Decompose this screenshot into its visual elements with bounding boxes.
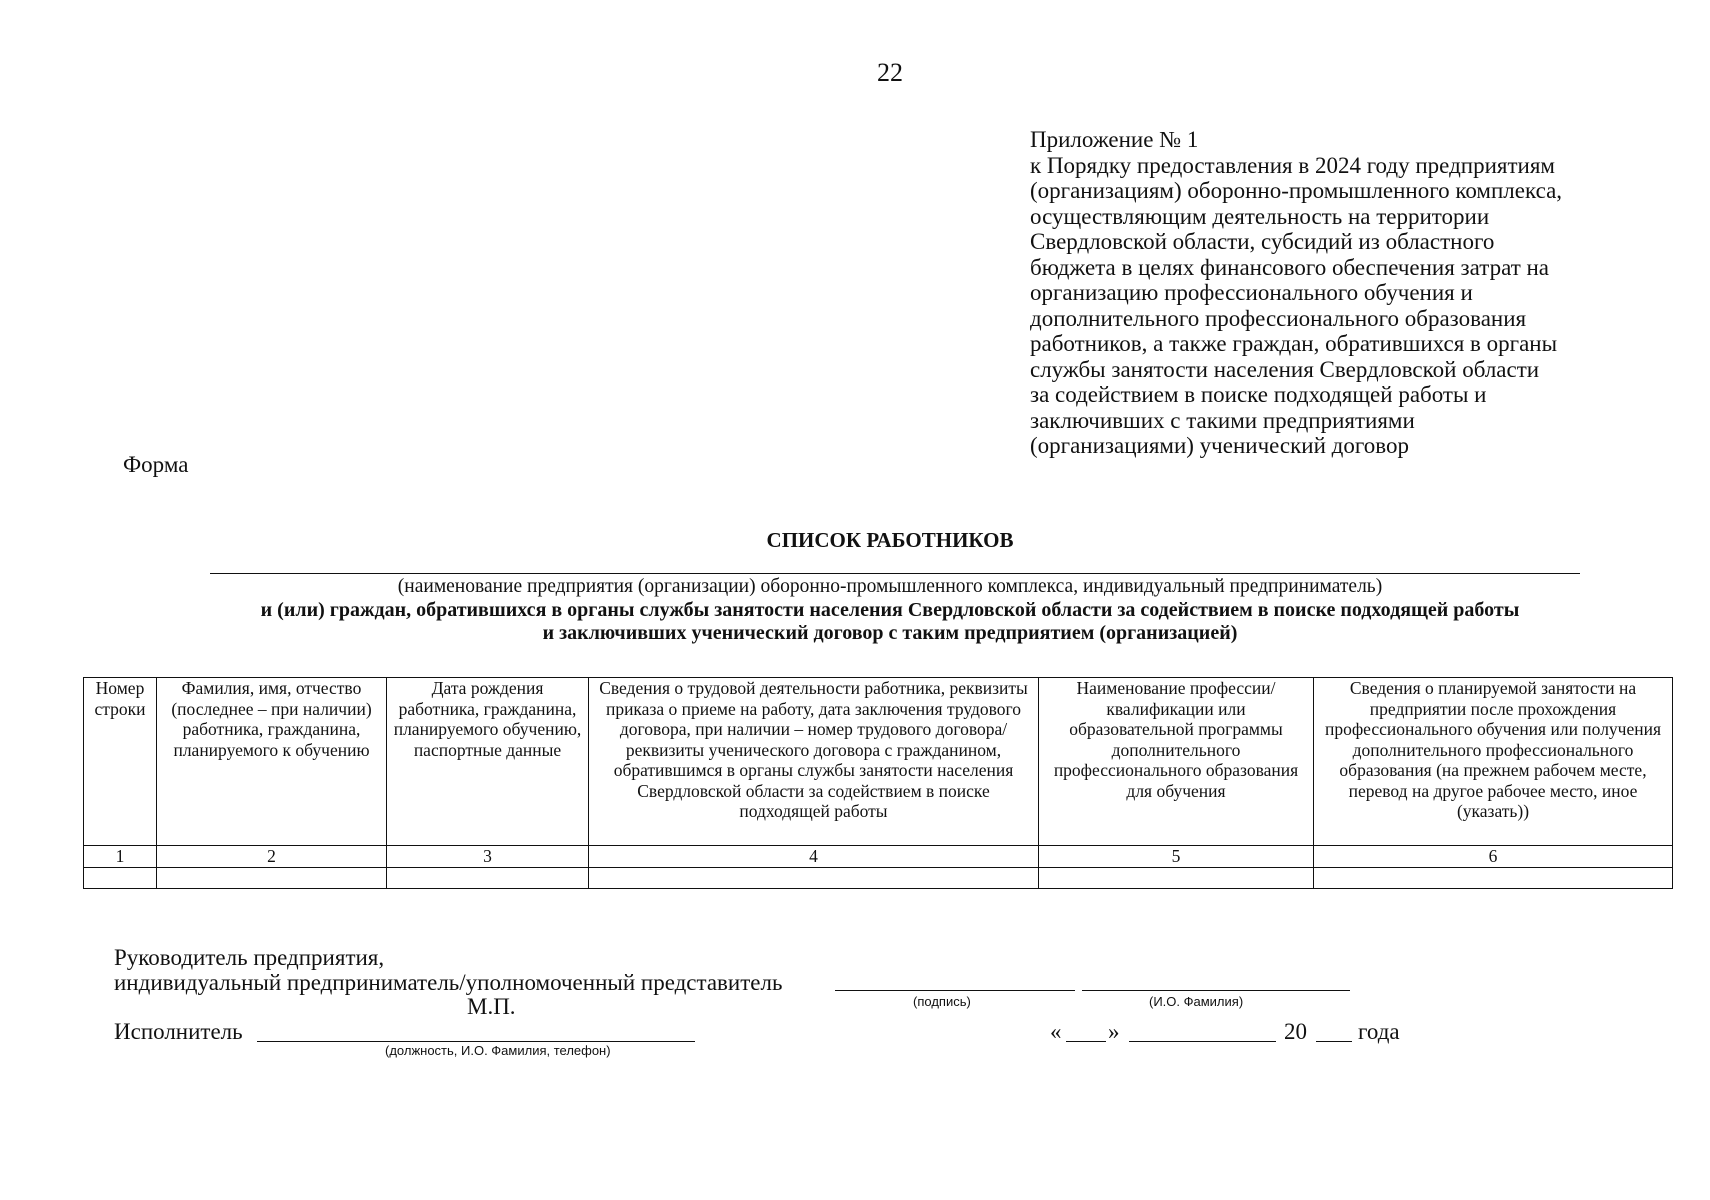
stamp-label: М.П.	[467, 994, 516, 1019]
column-number: 6	[1314, 846, 1673, 868]
header-employment-info: Сведения о трудовой деятельности работника, реквизиты приказа о приеме на работу, дата заключения трудового договора, при наличии – номер трудового договора/реквизиты ученического договора с гражданином, обратившимся в органы службы занятости населения Свердловской области за содействием в поиске подходящей работы	[589, 678, 1039, 846]
header-birth-passport: Дата рождения работника, гражданина, планируемого обучению, паспортные данные	[387, 678, 589, 846]
column-number-row	[84, 846, 1673, 868]
appendix-line: к Порядку предоставления в 2024 году предприятиям	[1030, 152, 1555, 178]
appendix-line: (организациями) ученический договор	[1030, 433, 1409, 458]
table-header-row	[84, 678, 1673, 846]
column-number: 4	[589, 846, 1039, 868]
head-label-line-1: Руководитель предприятия,	[114, 945, 385, 970]
name-line	[1082, 990, 1350, 991]
executor-label: Исполнитель	[114, 1019, 243, 1044]
appendix-line: Приложение № 1	[1030, 127, 1199, 152]
appendix-line: службы занятости населения Свердловской области	[1030, 356, 1540, 382]
subtitle-line-2: и заключивших ученический договор с таким предприятием (организацией)	[542, 622, 1238, 644]
table-cell	[589, 867, 1039, 888]
table-cell	[157, 867, 387, 888]
appendix-line: Свердловской области, субсидий из областного	[1030, 229, 1495, 254]
year-line	[1316, 1041, 1352, 1042]
header-full-name: Фамилия, имя, отчество (последнее – при наличии) работника, гражданина, планируемого к обучению	[157, 678, 387, 846]
executor-caption: (должность, И.О. Фамилия, телефон)	[385, 1043, 611, 1058]
head-label-line-2: индивидуальный предприниматель/уполномоченный представитель	[114, 970, 783, 995]
header-profession-program: Наименование профессии/квалификации или образовательной программы дополнительного профессионального образования для обучения	[1039, 678, 1314, 846]
page-number: 22	[877, 58, 903, 87]
header-planned-employment: Сведения о планируемой занятости на предприятии после прохождения профессионального обучения или получения дополнительного профессионального образования (на прежнем рабочем месте, перевод на другое рабочее место, иное (указать))	[1314, 678, 1673, 846]
month-line	[1129, 1041, 1276, 1042]
day-line	[1066, 1041, 1106, 1042]
table-cell	[1039, 867, 1314, 888]
organization-caption: (наименование предприятия (организации) оборонно-промышленного комплекса, индивидуальный предприниматель)	[397, 576, 1383, 597]
year-suffix: года	[1358, 1019, 1400, 1044]
appendix-line: бюджета в целях финансового обеспечения затрат на	[1030, 254, 1550, 280]
organization-name-line	[210, 573, 1580, 574]
appendix-line: работников, а также граждан, обратившихся в органы	[1030, 331, 1558, 356]
name-caption: (И.О. Фамилия)	[1149, 994, 1244, 1009]
workers-table	[83, 677, 1673, 889]
table-cell	[387, 867, 589, 888]
column-number: 1	[84, 846, 157, 868]
appendix-note	[1030, 127, 1670, 459]
subtitle-line-1: и (или) граждан, обратившихся в органы службы занятости населения Свердловской области за содействием в поиске подходящей работы	[260, 599, 1520, 621]
table-row	[84, 867, 1673, 888]
appendix-line: за содействием в поиске подходящей работы и	[1030, 382, 1487, 407]
date-open-quote: «	[1050, 1019, 1062, 1044]
column-number: 2	[157, 846, 387, 868]
appendix-line: (организациям) оборонно-промышленного комплекса,	[1030, 178, 1563, 203]
appendix-line: организацию профессионального обучения и	[1030, 280, 1473, 305]
signature-caption: (подпись)	[913, 994, 971, 1009]
column-number: 5	[1039, 846, 1314, 868]
date-close-quote: »	[1108, 1019, 1120, 1044]
document-subtitle	[0, 599, 1710, 645]
appendix-line: дополнительного профессионального образования	[1030, 305, 1527, 331]
document-title: СПИСОК РАБОТНИКОВ	[766, 528, 1014, 552]
signature-line	[835, 990, 1075, 991]
table-cell	[1314, 867, 1673, 888]
executor-line	[257, 1041, 695, 1042]
year-prefix: 20	[1284, 1019, 1307, 1044]
appendix-line: осуществляющим деятельность на территории	[1030, 203, 1490, 229]
column-number: 3	[387, 846, 589, 868]
form-label: Форма	[123, 452, 189, 477]
header-row-number: Номер строки	[84, 678, 157, 846]
table-cell	[84, 867, 157, 888]
appendix-line: заключивших с такими предприятиями	[1030, 407, 1415, 433]
